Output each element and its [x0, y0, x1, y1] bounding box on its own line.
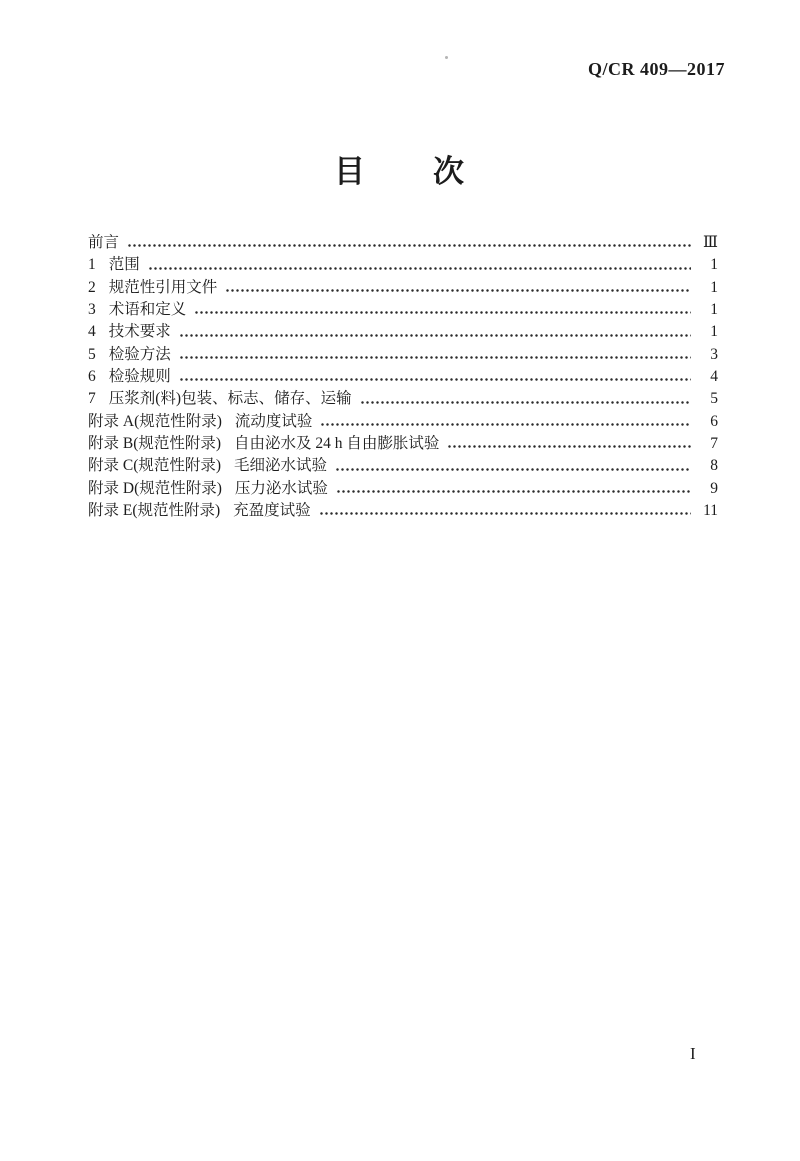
toc-entry-label: 附录 C(规范性附录)	[88, 457, 222, 475]
toc-page-number: 1	[710, 278, 718, 296]
toc-entry-label: 前言	[88, 233, 120, 251]
toc-page-number: 7	[710, 434, 718, 452]
toc-entry-label: 附录 A(规范性附录)	[88, 412, 222, 430]
toc-entry-label: 附录 E(规范性附录)	[88, 501, 221, 519]
toc-entry-label: 6	[88, 367, 96, 385]
toc-page-number: 9	[710, 479, 718, 497]
toc-entry-label: 附录 D(规范性附录)	[88, 479, 222, 497]
toc-dot-leader	[335, 468, 691, 471]
folio-page-number: I	[690, 1044, 696, 1063]
toc-entry-title: 毛细泌水试验	[234, 457, 328, 475]
table-of-contents	[88, 231, 718, 521]
toc-entry	[88, 365, 718, 387]
toc-entry	[88, 298, 718, 320]
toc-entry	[88, 253, 718, 275]
toc-entry-title: 自由泌水及 24 h 自由膨胀试验	[234, 434, 440, 452]
toc-entry-label: 7	[88, 390, 96, 408]
toc-entry	[88, 387, 718, 409]
toc-entry-label: 3	[88, 300, 96, 318]
page-title: 目 次	[334, 154, 466, 189]
toc-dot-leader	[225, 289, 691, 292]
toc-entry-title: 充盈度试验	[233, 501, 311, 519]
toc-dot-leader	[194, 311, 691, 314]
toc-entry-title: 压力泌水试验	[234, 479, 328, 497]
toc-entry-title: 检验规则	[108, 367, 171, 385]
toc-dot-leader	[179, 334, 691, 337]
toc-dot-leader	[179, 378, 691, 381]
toc-dot-leader	[360, 401, 691, 404]
toc-entry-title: 检验方法	[108, 345, 171, 363]
toc-page-number: 4	[710, 367, 718, 385]
toc-entry-title: 压浆剂(料)包装、标志、储存、运输	[108, 390, 352, 408]
toc-page-number: 8	[710, 457, 718, 475]
toc-page-number: 5	[710, 390, 718, 408]
toc-entry-title: 流动度试验	[234, 412, 313, 430]
toc-entry	[88, 343, 718, 365]
toc-dot-leader	[148, 267, 691, 270]
toc-dot-leader	[336, 490, 691, 493]
toc-entry-label: 附录 B(规范性附录)	[88, 434, 222, 452]
toc-page-number: 11	[703, 501, 718, 519]
toc-dot-leader	[319, 512, 691, 515]
toc-entry	[88, 454, 718, 476]
toc-entry-label: 2	[88, 278, 96, 296]
toc-entry-label: 1	[88, 256, 96, 274]
toc-entry-title: 技术要求	[108, 323, 171, 341]
toc-entry	[88, 432, 718, 454]
scan-speck	[445, 56, 448, 59]
toc-entry	[88, 276, 718, 298]
toc-entry-title: 术语和定义	[108, 300, 187, 318]
toc-page-number: 1	[710, 300, 718, 318]
toc-page-number: 6	[710, 412, 718, 430]
toc-entry-label: 5	[88, 345, 96, 363]
standard-number: Q/CR 409—2017	[588, 59, 725, 79]
toc-entry	[88, 231, 718, 253]
toc-entry	[88, 410, 718, 432]
toc-entry	[88, 320, 718, 342]
toc-dot-leader	[179, 356, 691, 359]
toc-dot-leader	[320, 423, 691, 426]
toc-entry	[88, 477, 718, 499]
toc-entry-title: 规范性引用文件	[108, 278, 218, 296]
toc-dot-leader	[127, 244, 691, 247]
toc-page-number: Ⅲ	[703, 233, 718, 251]
toc-entry-label: 4	[88, 323, 96, 341]
toc-entry	[88, 499, 718, 521]
toc-entry-title: 范围	[108, 256, 140, 274]
toc-page-number: 1	[710, 323, 718, 341]
toc-dot-leader	[447, 445, 691, 448]
toc-page-number: 1	[710, 256, 718, 274]
toc-page-number: 3	[710, 345, 718, 363]
